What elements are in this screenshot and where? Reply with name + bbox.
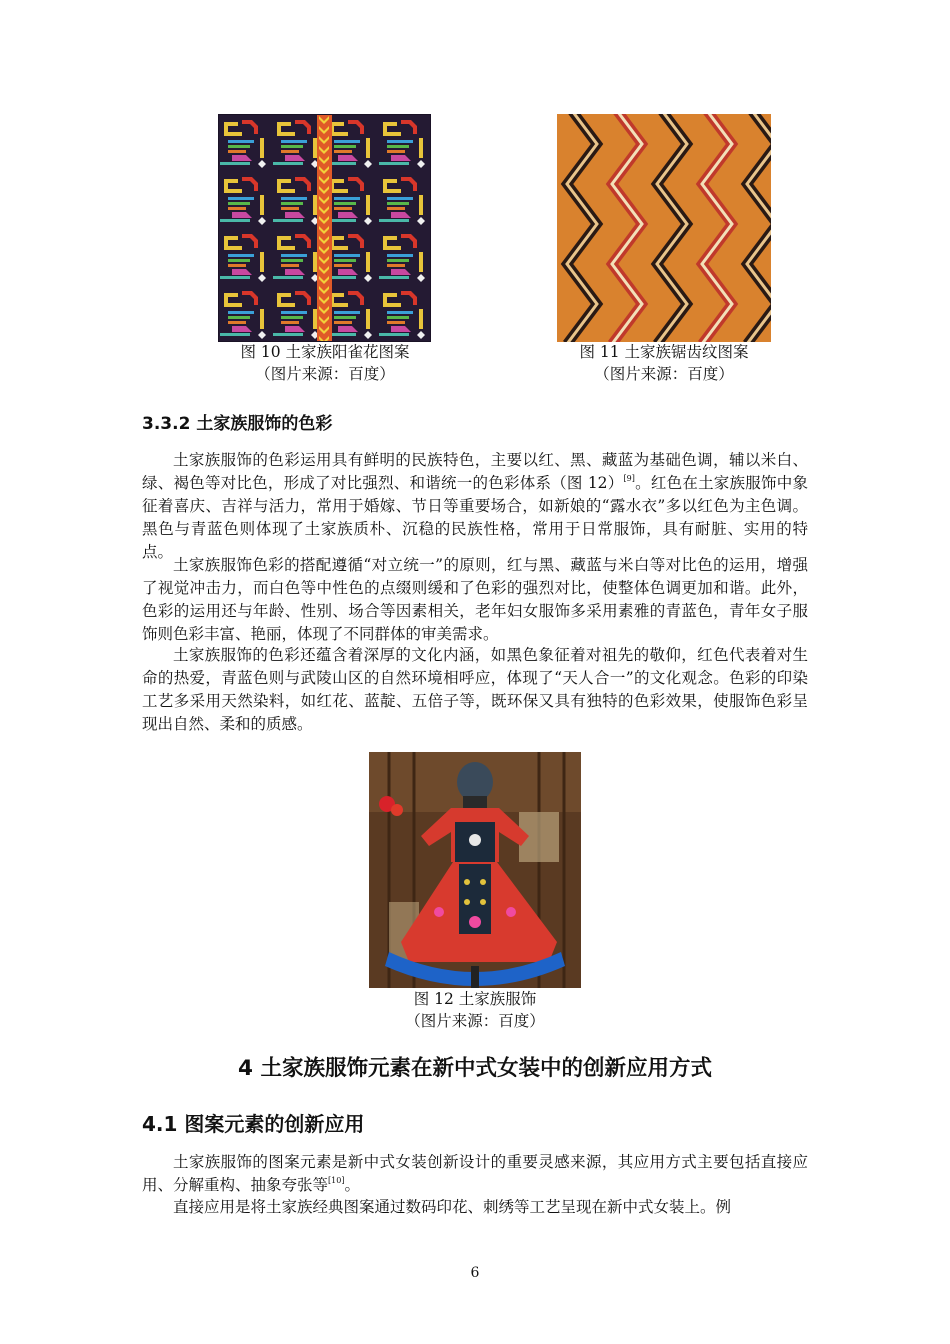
paragraph-text: 土家族服饰的色彩运用具有鲜明的民族特色，主要以红、黑、藏蓝为基础色调，辅以米白、绿、褐色等对比色，形成了对比强烈、和谐统一的色彩体系（图 12） xyxy=(142,451,808,492)
section-3-3-2-paragraph-2: 土家族服饰色彩的搭配遵循“对立统一”的原则，红与黑、藏蓝与米白等对比色的运用，增强了视觉冲击力，而白色等中性色的点缀则缓和了色彩的强烈对比，使整体色调更加和谐。此外，色彩的运用还与年龄、性别、场合等因素相关，老年妇女服饰多采用素雅的青蓝色，青年女子服饰则色彩丰富、艳丽，体现了不同群体的审美需求。 xyxy=(142,556,808,643)
figure-10-caption-source: （图片来源：百度） xyxy=(255,365,395,383)
section-4-1-heading: 4.1 图案元素的创新应用 xyxy=(142,1112,365,1136)
section-4-1-paragraph-2: 直接应用是将土家族经典图案通过数码印花、刺绣等工艺呈现在新中式女装上。例 xyxy=(173,1198,732,1216)
paragraph-text: 。 xyxy=(344,1176,360,1194)
figure-10-caption xyxy=(205,341,445,385)
figure-12-caption-title: 图 12 土家族服饰 xyxy=(413,990,537,1008)
section-3-3-2-paragraph-1 xyxy=(142,449,808,564)
figure-10-caption-title: 图 10 土家族阳雀花图案 xyxy=(240,343,410,361)
figure-12-caption xyxy=(355,988,595,1032)
figure-12-caption-source: （图片来源：百度） xyxy=(405,1012,545,1030)
citation-ref-10: [10] xyxy=(328,1176,345,1185)
figure-11-caption-title: 图 11 土家族锯齿纹图案 xyxy=(579,343,749,361)
figure-11-sawtooth-pattern-image xyxy=(557,114,771,342)
paragraph-text: 。红色在土家族服饰中象征着喜庆、吉祥与活力，常用于婚嫁、节日等重要场合，如新娘的“露水衣”多以红色为主色调。黑色与青蓝色则体现了土家族质朴、沉稳的民族性格，常用于日常服饰，具有耐脏、实用的特点。 xyxy=(142,474,808,561)
section-3-3-2-heading: 3.3.2 土家族服饰的色彩 xyxy=(142,414,333,434)
chapter-4-heading: 4 土家族服饰元素在新中式女装中的创新应用方式 xyxy=(238,1056,712,1081)
figure-10-yangque-pattern-image xyxy=(218,114,431,342)
paragraph-text: 土家族服饰的图案元素是新中式女装创新设计的重要灵感来源，其应用方式主要包括直接应用、分解重构、抽象夸张等 xyxy=(142,1153,808,1194)
citation-ref-9: [9] xyxy=(623,474,635,483)
section-3-3-2-paragraph-3: 土家族服饰的色彩还蕴含着深厚的文化内涵，如黑色象征着对祖先的敬仰，红色代表着对生命的热爱，青蓝色则与武陵山区的自然环境相呼应，体现了“天人合一”的文化观念。色彩的印染工艺多采用天然染料，如红花、蓝靛、五倍子等，既环保又具有独特的色彩效果，使服饰色彩呈现出自然、柔和的质感。 xyxy=(142,646,808,733)
section-4-1-paragraph-1 xyxy=(142,1151,808,1197)
figure-12-tujia-costume-image xyxy=(369,752,581,988)
figure-11-caption xyxy=(544,341,784,385)
figure-11-caption-source: （图片来源：百度） xyxy=(594,365,734,383)
page-number: 6 xyxy=(470,1265,480,1281)
